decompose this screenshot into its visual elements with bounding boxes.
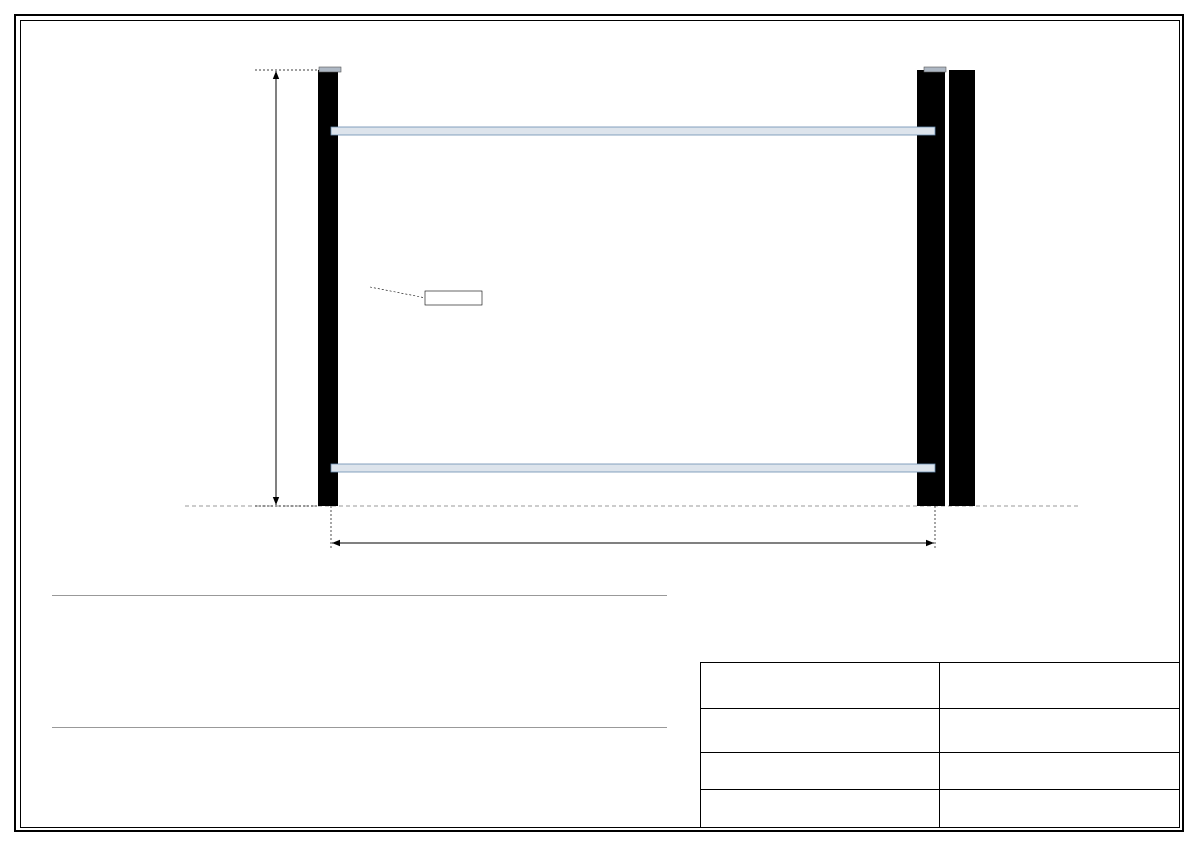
title-block-divider xyxy=(701,789,1179,790)
row-qty xyxy=(537,596,667,617)
height-dimension xyxy=(255,70,318,506)
table-row xyxy=(52,616,667,629)
table-row xyxy=(52,694,667,707)
spec-header-name xyxy=(68,586,537,596)
row-qty xyxy=(537,616,667,629)
spec-header-qty xyxy=(537,586,667,596)
table-row xyxy=(52,596,667,617)
spec-table xyxy=(52,586,667,707)
title-block-divider xyxy=(701,708,1179,709)
row-name xyxy=(68,616,537,629)
row-name xyxy=(68,694,537,707)
table-row xyxy=(52,681,667,694)
width-dimension xyxy=(331,506,935,550)
left-post-cap xyxy=(319,67,341,72)
spec-divider xyxy=(52,727,667,728)
spec-header-num xyxy=(52,586,68,596)
row-name xyxy=(68,642,537,655)
row-qty xyxy=(537,629,667,642)
gap-callout xyxy=(370,287,482,305)
row-qty xyxy=(537,655,667,668)
row-name xyxy=(68,668,537,681)
top-rail xyxy=(331,127,935,135)
table-row xyxy=(52,629,667,642)
row-qty xyxy=(537,681,667,694)
table-row xyxy=(52,655,667,668)
row-num xyxy=(52,616,68,629)
row-qty xyxy=(537,694,667,707)
bottom-rail xyxy=(331,464,935,472)
row-name xyxy=(68,596,537,617)
right-post-cap xyxy=(924,67,946,72)
row-qty xyxy=(537,668,667,681)
row-name xyxy=(68,655,537,668)
row-num xyxy=(52,694,68,707)
table-row xyxy=(52,668,667,681)
title-block-divider xyxy=(701,752,1179,753)
title-block xyxy=(700,662,1180,828)
row-num xyxy=(52,642,68,655)
row-num xyxy=(52,668,68,681)
row-num xyxy=(52,655,68,668)
row-num xyxy=(52,681,68,694)
row-num xyxy=(52,596,68,617)
row-qty xyxy=(537,642,667,655)
row-num xyxy=(52,629,68,642)
row-name xyxy=(68,681,537,694)
row-name xyxy=(68,629,537,642)
extra-post-right xyxy=(949,70,975,506)
table-row xyxy=(52,642,667,655)
title-block-divider xyxy=(939,663,940,827)
